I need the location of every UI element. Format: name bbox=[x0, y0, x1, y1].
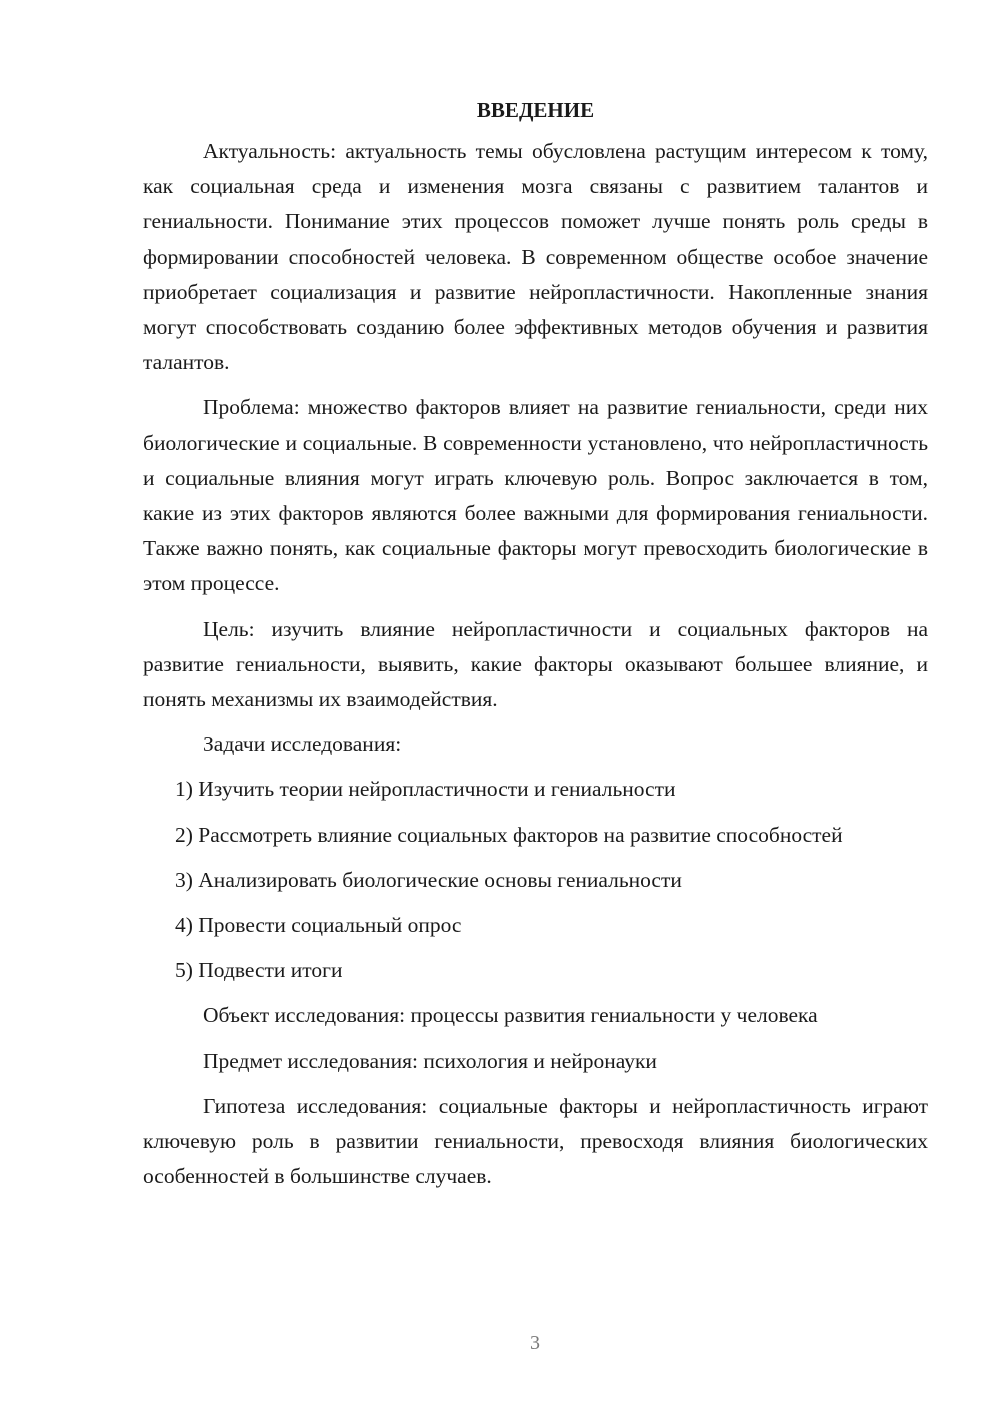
relevance-paragraph: Актуальность: актуальность темы обусловлена растущим интересом к тому, как социальная среда и изменения мозга связаны с развитием талантов и гениальности. Понимание этих процессов поможет лучше понять роль среды в формировании способностей человека. В современном обществе особое значение приобретает социализация и развитие нейропластичности. Накопленные знания могут способствовать созданию более эффективных методов обучения и развития талантов. bbox=[143, 139, 928, 375]
task-item-4: 4) Провести социальный опрос bbox=[175, 913, 462, 938]
task-item-5: 5) Подвести итоги bbox=[175, 958, 343, 983]
task-item-1: 1) Изучить теории нейропластичности и гениальности bbox=[175, 777, 676, 802]
tasks-title: Задачи исследования: bbox=[203, 732, 402, 757]
document-page bbox=[143, 92, 928, 1204]
hypothesis-paragraph: Гипотеза исследования: социальные факторы и нейропластичность играют ключевую роль в развитии гениальности, превосходя влияния биологических особенностей в большинстве случаев. bbox=[143, 1093, 928, 1189]
problem-paragraph: Проблема: множество факторов влияет на развитие гениальности, среди них биологические и социальные. В современности установлено, что нейропластичность и социальные влияния могут играть ключевую роль. Вопрос заключается в том, какие из этих факторов являются более важными для формирования гениальности. Также важно понять, как социальные факторы могут превосходить биологические в этом процессе. bbox=[143, 395, 928, 596]
subject-paragraph: Предмет исследования: психология и нейронауки bbox=[203, 1048, 657, 1073]
section-heading: ВВЕДЕНИЕ bbox=[476, 98, 595, 122]
task-item-2: 2) Рассмотреть влияние социальных факторов на развитие способностей bbox=[175, 822, 843, 847]
task-item-3: 3) Анализировать биологические основы гениальности bbox=[175, 867, 682, 892]
object-paragraph: Объект исследования: процессы развития гениальности у человека bbox=[203, 1003, 818, 1028]
page-number: 3 bbox=[530, 1332, 540, 1354]
goal-paragraph: Цель: изучить влияние нейропластичности и социальных факторов на развитие гениальности, выявить, какие факторы оказывают большее влияние, и понять механизмы их взаимодействия. bbox=[143, 616, 928, 712]
